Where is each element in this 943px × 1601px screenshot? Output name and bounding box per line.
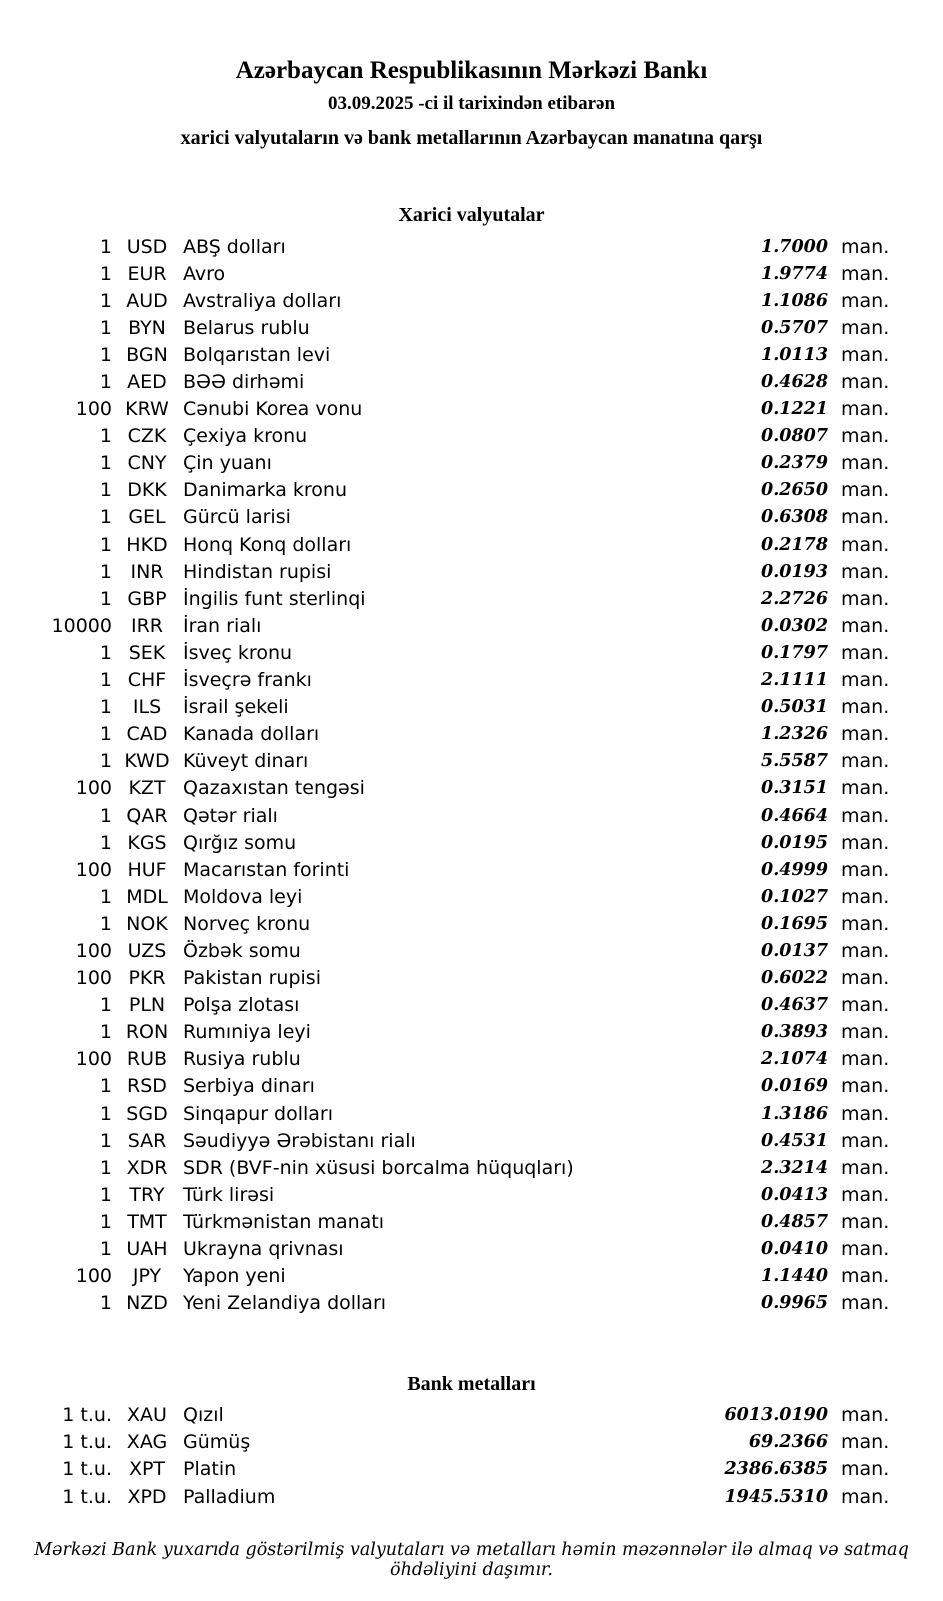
currency-quantity: 1	[99, 723, 112, 746]
currency-quantity: 1	[99, 289, 112, 312]
currency-row	[0, 1290, 943, 1317]
metal-code: XAG	[126, 1431, 168, 1454]
currency-name: İsrail şekeli	[183, 696, 289, 719]
currency-quantity: 1	[99, 1292, 112, 1315]
currency-row	[0, 856, 943, 883]
currency-unit-label: man.	[841, 641, 890, 664]
currency-quantity: 1	[99, 316, 112, 339]
currency-rate: 0.1797	[761, 642, 828, 663]
currency-name: Serbiya dinarı	[183, 1075, 315, 1098]
currency-quantity: 1	[99, 750, 112, 773]
currency-quantity: 1	[99, 1075, 112, 1098]
currency-row	[0, 1181, 943, 1208]
metal-name: Qızıl	[183, 1404, 224, 1427]
currency-code: TRY	[129, 1183, 165, 1206]
currency-name: Qırğız somu	[183, 831, 297, 854]
currency-name: Küveyt dinarı	[183, 750, 309, 773]
currency-code: SAR	[127, 1129, 167, 1152]
currency-quantity: 1	[99, 425, 112, 448]
currency-name: Qətər rialı	[183, 804, 278, 827]
currency-code: HKD	[126, 533, 168, 556]
currency-unit-label: man.	[841, 1102, 890, 1125]
currency-row	[0, 992, 943, 1019]
currency-rate: 0.4637	[761, 995, 828, 1016]
currency-unit-label: man.	[841, 696, 890, 719]
currency-quantity: 1	[99, 506, 112, 529]
currency-row	[0, 233, 943, 260]
currency-quantity: 1	[99, 696, 112, 719]
currency-rate: 0.4999	[761, 859, 828, 880]
currency-row	[0, 802, 943, 829]
effective-date-line: 03.09.2025 -ci il tarixindən etibarən	[327, 93, 616, 114]
currency-quantity: 100	[75, 1048, 112, 1071]
currency-row	[0, 965, 943, 992]
metal-name: Platin	[183, 1458, 237, 1481]
currency-name: Danimarka kronu	[183, 479, 348, 502]
currency-code: BGN	[126, 343, 168, 366]
currency-name: Rusiya rublu	[183, 1048, 301, 1071]
currency-code: GBP	[127, 587, 167, 610]
currency-rate: 2.3214	[761, 1157, 828, 1178]
currency-unit-label: man.	[841, 262, 890, 285]
currency-row	[0, 639, 943, 666]
currencies-section-title: Xarici valyutalar	[398, 204, 545, 226]
metal-rate: 1945.5310	[724, 1486, 828, 1507]
currency-row	[0, 1235, 943, 1262]
currency-row	[0, 1263, 943, 1290]
currency-rate: 5.5587	[761, 751, 828, 772]
currency-quantity: 1	[99, 804, 112, 827]
currency-rate: 1.2326	[761, 724, 828, 745]
currency-code: KGS	[127, 831, 167, 854]
metal-code: XPT	[128, 1458, 166, 1481]
currency-unit-label: man.	[841, 1210, 890, 1233]
currency-unit-label: man.	[841, 1075, 890, 1098]
currency-rate: 0.0195	[761, 832, 828, 853]
metal-quantity: 1 t.u.	[62, 1404, 112, 1427]
currency-code: ILS	[132, 696, 162, 719]
currency-row	[0, 341, 943, 368]
currency-unit-label: man.	[841, 587, 890, 610]
currency-name: Səudiyyə Ərəbistanı rialı	[183, 1129, 416, 1152]
currency-quantity: 1	[99, 1021, 112, 1044]
currencies-table	[0, 233, 943, 1317]
currency-row	[0, 368, 943, 395]
currency-rate: 0.0137	[761, 940, 828, 961]
currency-row	[0, 883, 943, 910]
currency-unit-label: man.	[841, 533, 890, 556]
currency-name: Norveç kronu	[183, 912, 311, 935]
currency-row	[0, 667, 943, 694]
currency-code: RSD	[127, 1075, 167, 1098]
currency-quantity: 1	[99, 479, 112, 502]
currency-rate: 0.1221	[761, 399, 828, 420]
page-title: Azərbaycan Respublikasının Mərkəzi Bankı	[235, 57, 708, 84]
currency-code: QAR	[126, 804, 168, 827]
metal-rate: 6013.0190	[724, 1405, 828, 1426]
currency-code: SEK	[128, 641, 166, 664]
currency-code: CHF	[127, 669, 167, 692]
metal-rate: 69.2366	[748, 1432, 828, 1453]
currency-rate: 0.2379	[761, 453, 828, 474]
page-subtitle: xarici valyutaların və bank metallarının Azərbaycan manatına qarşı	[180, 127, 763, 149]
currency-rate: 0.0807	[761, 426, 828, 447]
currency-name: İsveç kronu	[183, 641, 293, 664]
currency-rate: 0.5031	[761, 697, 828, 718]
currency-name: Yeni Zelandiya dolları	[183, 1292, 387, 1315]
currency-quantity: 1	[99, 994, 112, 1017]
currency-rate: 1.0113	[761, 344, 828, 365]
metal-code: XPD	[127, 1485, 167, 1508]
currency-unit-label: man.	[841, 1292, 890, 1315]
currency-code: KZT	[128, 777, 166, 800]
metal-row	[0, 1429, 943, 1456]
currency-code: EUR	[127, 262, 167, 285]
currency-unit-label: man.	[841, 750, 890, 773]
currency-unit-label: man.	[841, 560, 890, 583]
currency-unit-label: man.	[841, 479, 890, 502]
currency-code: CZK	[127, 425, 167, 448]
currency-name: Kanada dolları	[183, 723, 320, 746]
currency-name: İran rialı	[183, 614, 262, 637]
currency-rate: 0.0410	[761, 1239, 828, 1260]
currency-rate: 0.9965	[761, 1293, 828, 1314]
currency-rate: 0.4628	[761, 372, 828, 393]
currency-rate: 0.4857	[761, 1211, 828, 1232]
currency-rate: 1.3186	[761, 1103, 828, 1124]
currency-row	[0, 396, 943, 423]
currency-rate: 1.1086	[761, 290, 828, 311]
metal-unit-label: man.	[841, 1404, 890, 1427]
currency-row	[0, 1208, 943, 1235]
currency-unit-label: man.	[841, 912, 890, 935]
currency-quantity: 100	[75, 967, 112, 990]
currency-name: SDR (BVF-nin xüsusi borcalma hüquqları)	[183, 1156, 574, 1179]
currency-name: Özbək somu	[183, 939, 301, 962]
currency-unit-label: man.	[841, 967, 890, 990]
currency-unit-label: man.	[841, 289, 890, 312]
currency-unit-label: man.	[841, 235, 890, 258]
currency-unit-label: man.	[841, 614, 890, 637]
currency-rate: 0.0413	[761, 1184, 828, 1205]
currency-unit-label: man.	[841, 398, 890, 421]
currency-code: NOK	[126, 912, 168, 935]
currency-unit-label: man.	[841, 316, 890, 339]
currency-unit-label: man.	[841, 777, 890, 800]
currency-row	[0, 1046, 943, 1073]
metal-quantity: 1 t.u.	[62, 1485, 112, 1508]
currency-quantity: 1	[99, 1102, 112, 1125]
currency-unit-label: man.	[841, 669, 890, 692]
currency-unit-label: man.	[841, 994, 890, 1017]
currency-row	[0, 314, 943, 341]
currency-code: BYN	[128, 316, 166, 339]
currency-quantity: 100	[75, 858, 112, 881]
currency-name: Avro	[183, 262, 226, 285]
currency-row	[0, 721, 943, 748]
currency-name: Ukrayna qrivnası	[183, 1238, 344, 1261]
currency-unit-label: man.	[841, 506, 890, 529]
metal-unit-label: man.	[841, 1431, 890, 1454]
currency-code: KRW	[125, 398, 169, 421]
currency-rate: 1.1440	[761, 1266, 828, 1287]
currency-unit-label: man.	[841, 1265, 890, 1288]
currency-rate: 1.9774	[761, 263, 828, 284]
currency-quantity: 1	[99, 343, 112, 366]
currency-code: MDL	[126, 885, 168, 908]
currency-name: Çexiya kronu	[183, 425, 308, 448]
currency-name: Cənubi Korea vonu	[183, 398, 363, 421]
currency-quantity: 100	[75, 939, 112, 962]
currency-rate: 0.1695	[761, 913, 828, 934]
currency-code: AUD	[126, 289, 168, 312]
currency-row	[0, 775, 943, 802]
metal-name: Gümüş	[183, 1431, 251, 1454]
currency-code: INR	[130, 560, 164, 583]
currency-row	[0, 477, 943, 504]
currency-name: Sinqapur dolları	[183, 1102, 334, 1125]
currency-unit-label: man.	[841, 885, 890, 908]
currency-row	[0, 910, 943, 937]
currency-name: Hindistan rupisi	[183, 560, 332, 583]
currency-unit-label: man.	[841, 371, 890, 394]
currency-name: Rumıniya leyi	[183, 1021, 311, 1044]
currency-code: RON	[125, 1021, 169, 1044]
metal-code: XAU	[127, 1404, 167, 1427]
currency-quantity: 1	[99, 1183, 112, 1206]
currency-quantity: 1	[99, 452, 112, 475]
currency-rate: 0.3151	[761, 778, 828, 799]
metal-rate: 2386.6385	[724, 1459, 828, 1480]
currency-row	[0, 937, 943, 964]
currency-code: SGD	[126, 1102, 168, 1125]
currency-name: Avstraliya dolları	[183, 289, 342, 312]
currency-unit-label: man.	[841, 452, 890, 475]
currency-code: NZD	[126, 1292, 168, 1315]
currency-quantity: 1	[99, 1210, 112, 1233]
currency-code: RUB	[126, 1048, 168, 1071]
currency-unit-label: man.	[841, 804, 890, 827]
currency-code: DKK	[127, 479, 167, 502]
currency-quantity: 1	[99, 371, 112, 394]
currency-row	[0, 260, 943, 287]
currency-code: GEL	[128, 506, 166, 529]
currency-unit-label: man.	[841, 939, 890, 962]
currency-rate: 0.0302	[761, 615, 828, 636]
currency-name: Gürcü larisi	[183, 506, 291, 529]
currency-name: Polşa zlotası	[183, 994, 300, 1017]
currency-code: PKR	[128, 967, 166, 990]
currency-code: IRR	[130, 614, 163, 637]
metal-quantity: 1 t.u.	[62, 1431, 112, 1454]
currency-unit-label: man.	[841, 831, 890, 854]
currency-quantity: 1	[99, 235, 112, 258]
currency-row	[0, 558, 943, 585]
currency-name: İsveçrə frankı	[183, 669, 312, 692]
currency-code: CNY	[127, 452, 167, 475]
currency-quantity: 1	[99, 1129, 112, 1152]
currency-code: USD	[126, 235, 168, 258]
currency-name: BƏƏ dirhəmi	[183, 371, 305, 394]
currency-name: Çin yuanı	[183, 452, 272, 475]
currency-name: Pakistan rupisi	[183, 967, 321, 990]
currency-name: Honq Konq dolları	[183, 533, 352, 556]
currency-unit-label: man.	[841, 723, 890, 746]
currency-code: UZS	[127, 939, 167, 962]
metals-table	[0, 1402, 943, 1510]
disclaimer-text: Mərkəzi Bank yuxarıda göstərilmiş valyutaları və metalları həmin məzənnələr ilə almaq və satmaq öhdəliyini daşımır.	[34, 1540, 909, 1581]
currency-quantity: 1	[99, 912, 112, 935]
currency-quantity: 100	[75, 777, 112, 800]
currency-rate: 0.0193	[761, 561, 828, 582]
currency-code: XDR	[126, 1156, 168, 1179]
currency-rate: 2.1074	[761, 1049, 828, 1070]
currency-rate: 0.6022	[761, 968, 828, 989]
currency-quantity: 100	[75, 1265, 112, 1288]
currency-rate: 0.1027	[761, 886, 828, 907]
currency-row	[0, 748, 943, 775]
metals-section-title: Bank metalları	[407, 1372, 536, 1395]
currency-rate: 0.4664	[761, 805, 828, 826]
currency-name: Moldova leyi	[183, 885, 303, 908]
currency-rate: 0.5707	[761, 317, 828, 338]
currency-row	[0, 450, 943, 477]
metal-name: Palladium	[183, 1485, 276, 1508]
currency-quantity: 1	[99, 669, 112, 692]
currency-quantity: 1	[99, 262, 112, 285]
currency-row	[0, 504, 943, 531]
currency-row	[0, 1127, 943, 1154]
currency-quantity: 100	[75, 398, 112, 421]
currency-rate: 2.2726	[761, 588, 828, 609]
currency-code: UAH	[126, 1238, 168, 1261]
currency-row	[0, 531, 943, 558]
currency-code: JPY	[132, 1265, 162, 1288]
currency-quantity: 1	[99, 885, 112, 908]
metal-row	[0, 1456, 943, 1483]
currency-row	[0, 585, 943, 612]
currency-rate: 0.6308	[761, 507, 828, 528]
currency-name: Belarus rublu	[183, 316, 310, 339]
currency-row	[0, 612, 943, 639]
currency-quantity: 1	[99, 1238, 112, 1261]
currency-code: AED	[127, 371, 167, 394]
currency-rate: 0.4531	[761, 1130, 828, 1151]
currency-quantity: 1	[99, 533, 112, 556]
currency-name: Yapon yeni	[183, 1265, 286, 1288]
currency-unit-label: man.	[841, 1129, 890, 1152]
currency-row	[0, 694, 943, 721]
currency-row	[0, 1154, 943, 1181]
currency-rate: 0.0169	[761, 1076, 828, 1097]
currency-code: TMT	[127, 1210, 167, 1233]
metal-row	[0, 1483, 943, 1510]
currency-name: Türk lirəsi	[183, 1183, 275, 1206]
currency-quantity: 10000	[51, 614, 112, 637]
currency-unit-label: man.	[841, 1021, 890, 1044]
currency-unit-label: man.	[841, 343, 890, 366]
currency-rate: 0.3893	[761, 1022, 828, 1043]
metal-unit-label: man.	[841, 1485, 890, 1508]
currency-rate: 0.2178	[761, 534, 828, 555]
currency-row	[0, 829, 943, 856]
currency-unit-label: man.	[841, 425, 890, 448]
currency-row	[0, 423, 943, 450]
currency-unit-label: man.	[841, 1238, 890, 1261]
metal-unit-label: man.	[841, 1458, 890, 1481]
currency-row	[0, 1073, 943, 1100]
currency-name: Macarıstan forinti	[183, 858, 350, 881]
currency-code: KWD	[124, 750, 170, 773]
currency-quantity: 1	[99, 560, 112, 583]
currency-rate: 1.7000	[761, 236, 828, 257]
currency-name: Bolqarıstan levi	[183, 343, 331, 366]
currency-code: HUF	[127, 858, 167, 881]
currency-name: Türkmənistan manatı	[183, 1210, 385, 1233]
currency-quantity: 1	[99, 1156, 112, 1179]
metal-quantity: 1 t.u.	[62, 1458, 112, 1481]
currency-row	[0, 1019, 943, 1046]
currency-quantity: 1	[99, 587, 112, 610]
metal-row	[0, 1402, 943, 1429]
currency-row	[0, 1100, 943, 1127]
currency-code: CAD	[126, 723, 168, 746]
currency-name: Qazaxıstan tengəsi	[183, 777, 365, 800]
currency-quantity: 1	[99, 641, 112, 664]
currency-name: İngilis funt sterlinqi	[183, 587, 366, 610]
currency-unit-label: man.	[841, 1183, 890, 1206]
currency-row	[0, 287, 943, 314]
currency-code: PLN	[128, 994, 166, 1017]
currency-rate: 0.2650	[761, 480, 828, 501]
currency-unit-label: man.	[841, 858, 890, 881]
currency-name: ABŞ dolları	[183, 235, 286, 258]
currency-unit-label: man.	[841, 1048, 890, 1071]
currency-unit-label: man.	[841, 1156, 890, 1179]
currency-quantity: 1	[99, 831, 112, 854]
currency-rate: 2.1111	[761, 670, 828, 691]
